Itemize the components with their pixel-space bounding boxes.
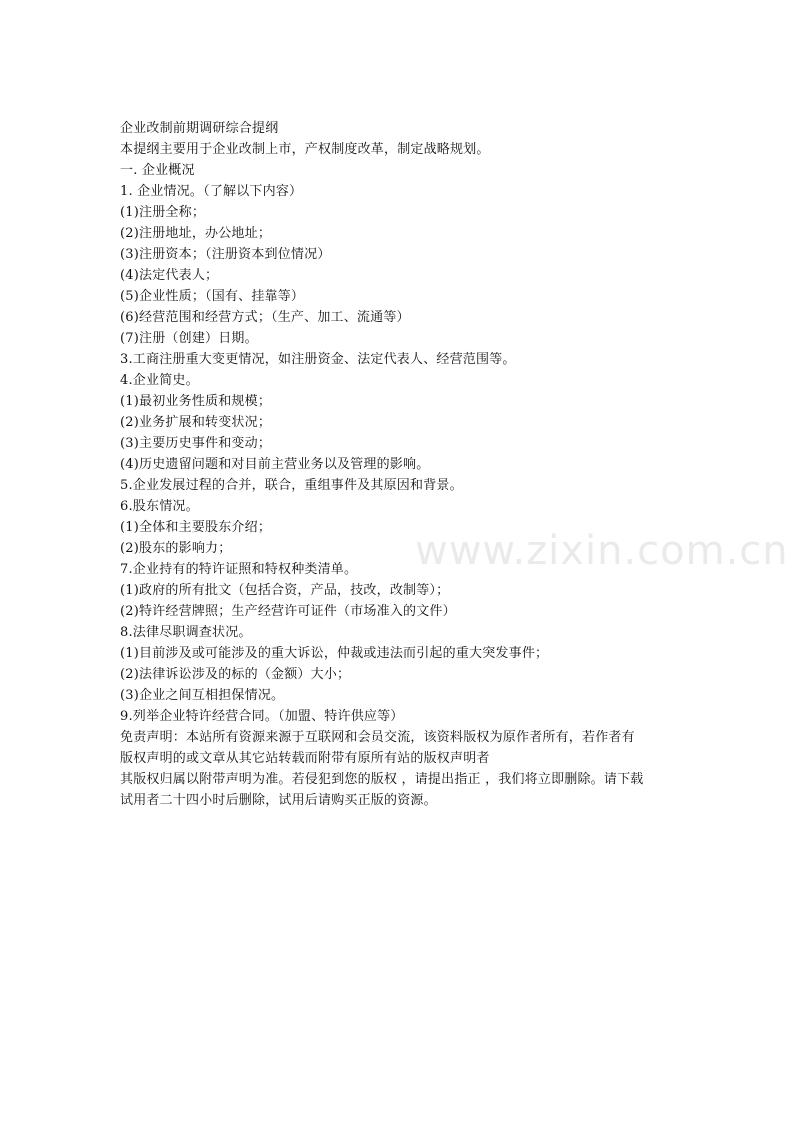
document-title: 企业改制前期调研综合提纲	[120, 121, 279, 136]
list-item: (1)政府的所有批文（包括合资，产品，技改，改制等）；	[120, 583, 450, 598]
list-item: (5)企业性质；（国有、挂靠等）	[120, 289, 305, 304]
subsection-heading: 6.股东情况。	[120, 499, 199, 514]
subsection-heading: 9.列举企业特许经营合同。（加盟、特许供应等）	[120, 709, 404, 724]
list-item: (4)法定代表人；	[120, 268, 219, 283]
list-item: (2)注册地址，办公地址；	[120, 226, 272, 241]
list-item: (7)注册（创建）日期。	[120, 331, 258, 346]
list-item: (3)主要历史事件和变动；	[120, 436, 272, 451]
list-item: (1)最初业务性质和规模；	[120, 394, 272, 409]
subsection-heading: 8.法律尽职调查状况。	[120, 625, 252, 640]
disclaimer-line: 免责声明：本站所有资源来源于互联网和会员交流，该资料版权为原作者所有，若作者有	[120, 730, 635, 745]
subsection-heading: 4.企业简史。	[120, 373, 199, 388]
list-item: (2)特许经营牌照；生产经营许可证件（市场准入的文件）	[120, 604, 456, 619]
subsection-heading: 3.工商注册重大变更情况，如注册资金、法定代表人、经营范围等。	[120, 352, 516, 367]
list-item: (2)业务扩展和转变状况；	[120, 415, 272, 430]
document-intro: 本提纲主要用于企业改制上市，产权制度改革，制定战略规划。	[120, 142, 490, 157]
list-item: (3)企业之间互相担保情况。	[120, 688, 285, 703]
disclaimer-line: 版权声明的或文章从其它站转载而附带有原所有站的版权声明者	[120, 751, 490, 766]
list-item: (3)注册资本；（注册资本到位情况）	[120, 247, 331, 262]
subsection-heading: 5.企业发展过程的合并，联合，重组事件及其原因和背景。	[120, 478, 463, 493]
list-item: (1)目前涉及或可能涉及的重大诉讼，仲裁或违法而引起的重大突发事件；	[120, 646, 549, 661]
disclaimer-line: 其版权归属以附带声明为准。若侵犯到您的版权 ，请提出指正 ，我们将立即删除。请下载	[120, 772, 644, 787]
list-item: (1)全体和主要股东介绍；	[120, 520, 272, 535]
site-watermark: www.zixin.com.cn	[415, 528, 789, 574]
list-item: (4)历史遗留问题和对目前主营业务以及管理的影响。	[120, 457, 430, 472]
subsection-heading: 1. 企业情况。（了解以下内容）	[120, 184, 303, 199]
disclaimer-line: 试用者二十四小时后删除，试用后请购买正版的资源。	[120, 793, 437, 808]
list-item: (2)法律诉讼涉及的标的（金额）大小；	[120, 667, 351, 682]
list-item: (6)经营范围和经营方式；（生产、加工、流通等）	[120, 310, 410, 325]
list-item: (1)注册全称；	[120, 205, 206, 220]
subsection-heading: 7.企业持有的特许证照和特权种类清单。	[120, 562, 358, 577]
list-item: (2)股东的影响力；	[120, 541, 232, 556]
section-heading: 一. 企业概况	[120, 163, 195, 178]
document-body	[120, 118, 695, 811]
